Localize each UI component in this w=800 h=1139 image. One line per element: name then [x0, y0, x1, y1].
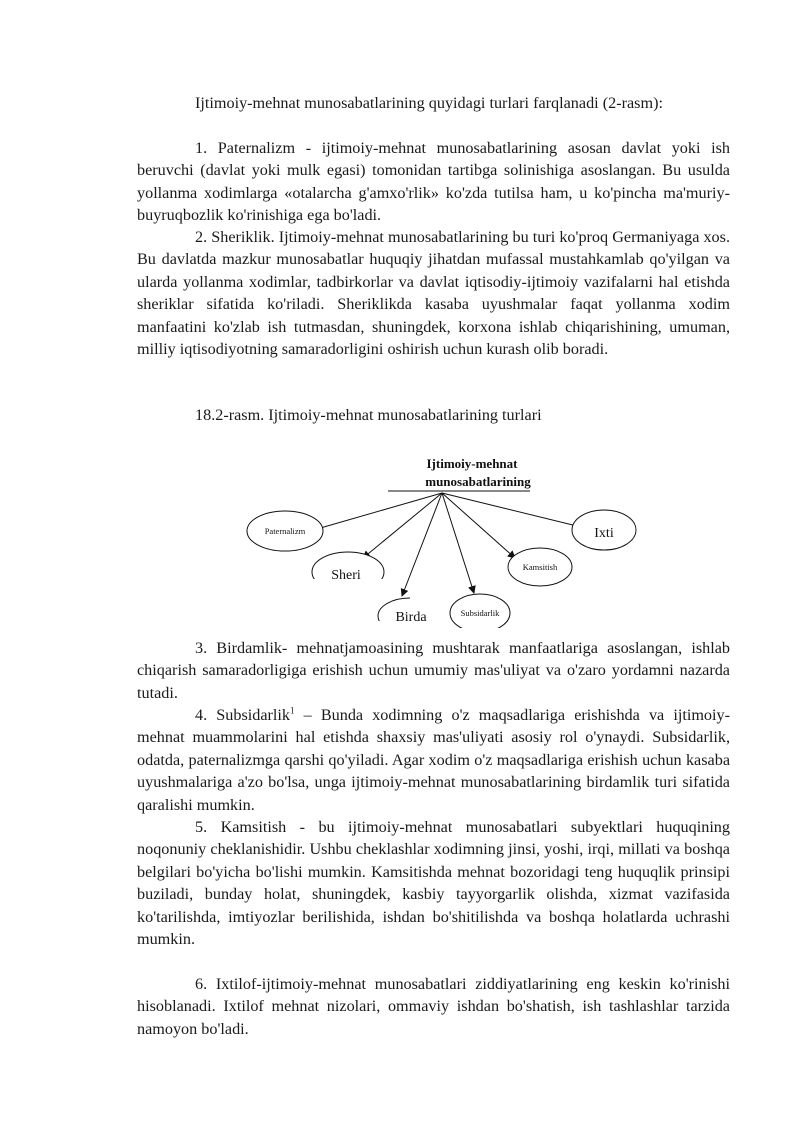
node-paternalizm — [247, 511, 323, 551]
node-birda — [376, 593, 450, 628]
intro-paragraph: Ijtimoiy-mehnat munosabatlarining quyidagi turlari farqlanadi (2-rasm): — [195, 94, 663, 112]
node-kamsitish — [508, 548, 572, 586]
paragraph-subsidarlik — [137, 704, 730, 816]
figure-caption: 18.2-rasm. Ijtimoiy-mehnat munosabatlarining turlari — [195, 406, 542, 424]
node-sheri — [310, 552, 386, 595]
footnote-marker: 1 — [290, 705, 295, 716]
paragraph-kamsitish: 5. Kamsitish - bu ijtimoiy-mehnat munosabatlari subyektlari huquqining noqonuniy cheklanishidir. Ushbu cheklashlar xodimning jinsi, yoshi, irqi, millati va boshqa belgilari bo'yicha bo'lishi mumkin. Kamsitishda mehnat bozoridagi teng huquqlik prinsipi buziladi, bunday holat, shuningdek, kasbiy tayyorgarlik olishda, xizmat vazifasida ko'tarilishda, imtiyozlar berilishida, ishdan bo'shitilishda va boshqa holatlarda uchrashi mumkin. — [137, 818, 730, 949]
node-ixti — [572, 510, 636, 550]
subsidarlik-body: – Bunda xodimning o'z maqsadlariga erishishda va ijtimoiy-mehnat muammolarini hal etishda shaxsiy mas'uliyati asosiy rol o'ynaydi. Subsidarlik, odatda, paternalizmga qarshi qo'yiladi. Agar xodim o'z maqsadlariga erishish uchun kasaba uyushmalariga a'zo bo'lsa, unga ijtimoiy-mehnat munosabatlarining birdamlik turi sifatida qaralishi mumkin. — [137, 706, 730, 814]
node-paternalizm-label: Paternalizm — [264, 526, 306, 536]
paragraph-paternalizm: 1. Paternalizm - ijtimoiy-mehnat munosabatlarining asosan davlat yoki ish beruvchi (davlat yoki mulk egasi) tomonidan tartibga solinishiga asoslangan. Bu usulda yollanma xodimlarga «otalarcha g'amxo'rlik» ko'zda tutilsa ham, u ko'pincha ma'muriy-buyruqbozlik ko'rinishiga ega bo'ladi. — [137, 139, 730, 225]
node-ixti-label: Ixti — [594, 526, 614, 541]
subsidarlik-lead: 4. Subsidarlik — [195, 706, 291, 724]
node-birda-label: Birda — [395, 610, 427, 625]
diagram-root-line2: munosabatlarining — [425, 474, 531, 489]
paragraph-sheriklik: 2. Sheriklik. Ijtimoiy-mehnat munosabatlarining bu turi ko'proq Germaniyaga xos. Bu davlatda mazkur munosabatlar huquqiy jihatdan mufassal mustahkamlab qo'yilgan va ularda yollanma xodimlar, tadbirkorlar va davlat iqtisodiy-ijtimoiy vazifalarni hal etishda sheriklar sifatida ko'riladi. Sheriklikda kasaba uyushmalar faqat yollanma xodim manfaatini ko'zlab ish tutmasdan, shuningdek, korxona ishlab chiqarishining, umuman, milliy iqtisodiyotning samaradorligini oshirish uchun kurash olib boradi. — [137, 228, 730, 359]
node-subsidarlik — [450, 594, 510, 628]
diagram-root-line1: Ijtimoiy-mehnat — [426, 456, 518, 471]
relations-diagram — [230, 448, 650, 628]
node-kamsitish-label: Kamsitish — [522, 562, 558, 572]
paragraph-ixtilof: 6. Ixtilof-ijtimoiy-mehnat munosabatlari ziddiyatlarining eng keskin ko'rinishi hisoblanadi. Ixtilof mehnat nizolari, ommaviy ishdan bo'shatish, ish tashlashlar tarzida namoyon bo'ladi. — [137, 975, 730, 1038]
node-subsidarlik-label: Subsidarlik — [460, 608, 500, 618]
node-sheri-label: Sheri — [331, 568, 361, 583]
paragraph-birdamlik: 3. Birdamlik- mehnatjamoasining mushtarak manfaatlariga asoslangan, ishlab chiqarish samaradorligiga erishish uchun umumiy mas'uliyat va o'zaro yordamni nazarda tutadi. — [137, 639, 730, 702]
